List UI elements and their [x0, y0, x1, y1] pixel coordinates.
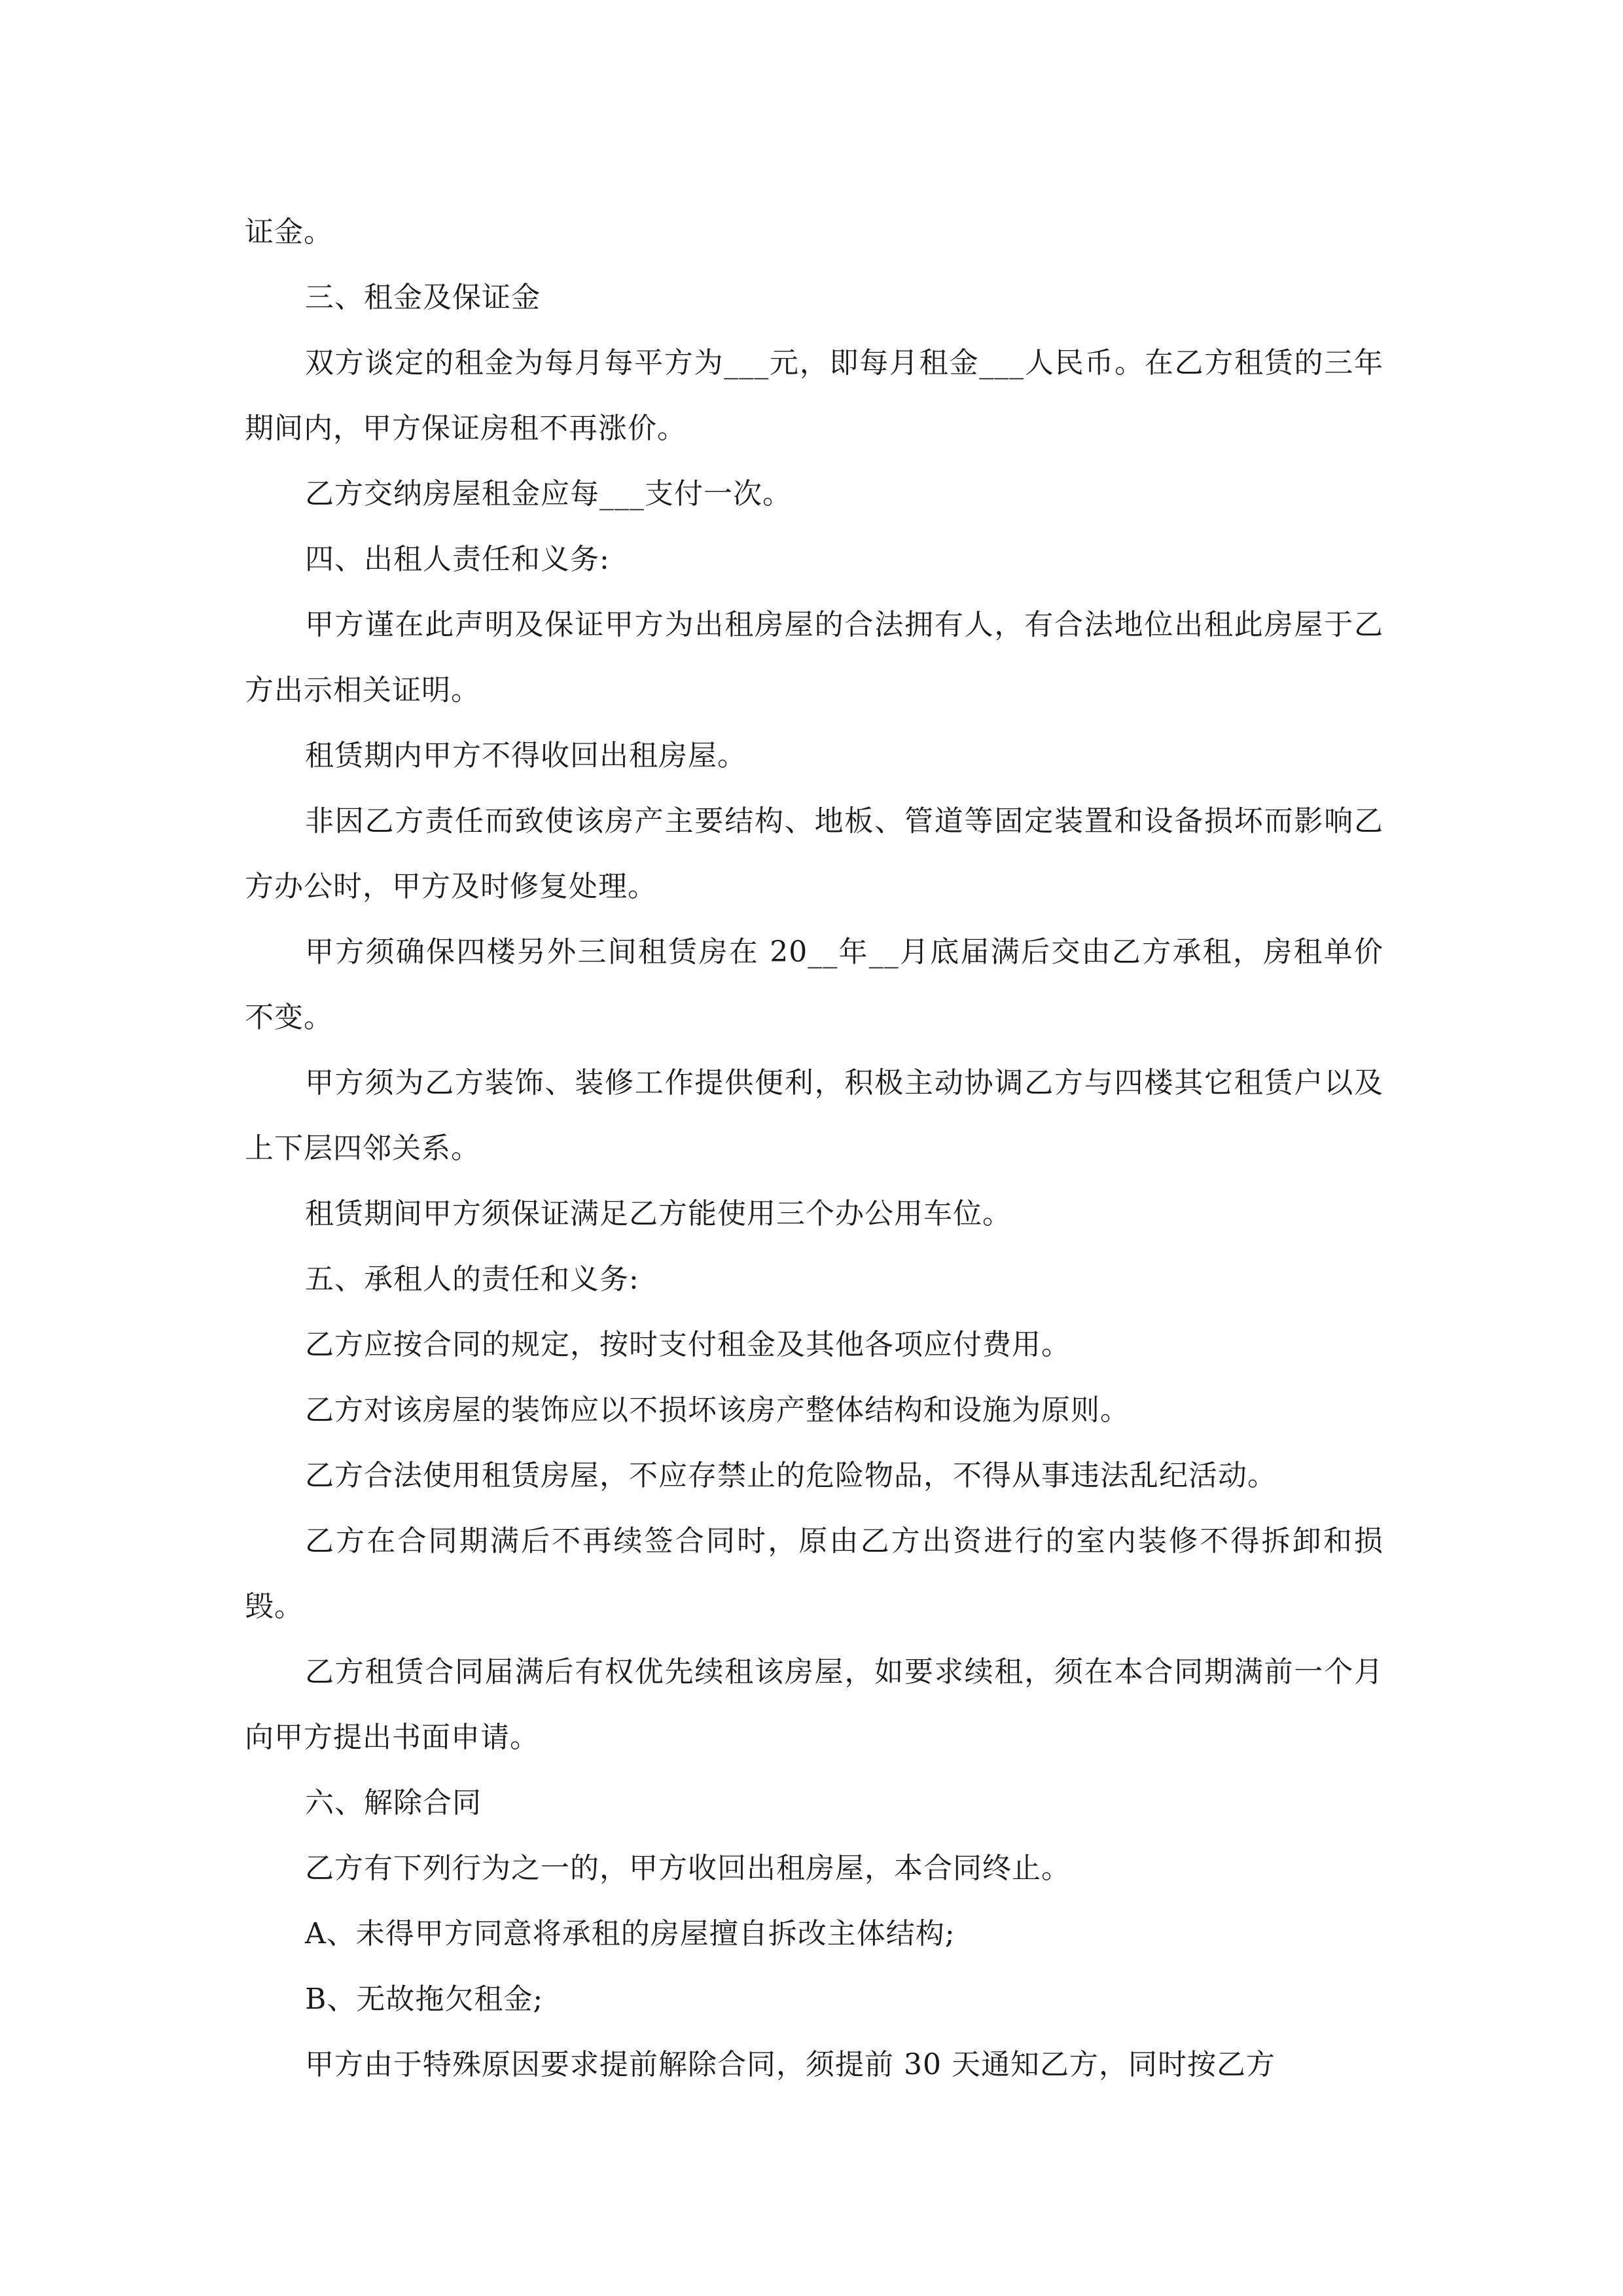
paragraph: 乙方应按合同的规定，按时支付租金及其他各项应付费用。	[305, 1328, 1071, 1361]
paragraph: 租赁期间甲方须保证满足乙方能使用三个办公用车位。	[305, 1197, 1012, 1230]
paragraph: A、未得甲方同意将承租的房屋擅自拆改主体结构;	[305, 1917, 955, 1950]
paragraph: 双方谈定的租金为每月每平方为___元，即每月租金___人民币。在乙方租赁的三年期间内，甲方保证房租不再涨价。	[245, 346, 1383, 445]
paragraph: 乙方交纳房屋租金应每___支付一次。	[305, 477, 792, 511]
paragraph: B、无故拖欠租金;	[305, 1982, 544, 2016]
paragraph: 乙方在合同期满后不再续签合同时，原由乙方出资进行的室内装修不得拆卸和损毁。	[245, 1524, 1383, 1623]
paragraph: 四、出租人责任和义务:	[305, 543, 610, 576]
paragraph: 五、承租人的责任和义务:	[305, 1263, 639, 1296]
paragraph: 甲方谨在此声明及保证甲方为出租房屋的合法拥有人，有合法地位出租此房屋于乙方出示相关证明。	[245, 608, 1383, 707]
paragraph: 乙方对该房屋的装饰应以不损坏该房产整体结构和设施为原则。	[305, 1393, 1130, 1427]
paragraph: 非因乙方责任而致使该房产主要结构、地板、管道等固定装置和设备损坏而影响乙方办公时，甲方及时修复处理。	[245, 804, 1383, 903]
paragraph: 六、解除合同	[305, 1786, 482, 1820]
paragraph: 乙方租赁合同届满后有权优先续租该房屋，如要求续租，须在本合同期满前一个月向甲方提出书面申请。	[245, 1655, 1383, 1754]
paragraph: 甲方须确保四楼另外三间租赁房在 20__年__月底届满后交由乙方承租，房租单价不变。	[245, 935, 1383, 1034]
paragraph: 证金。	[245, 215, 333, 249]
paragraph: 甲方须为乙方装饰、装修工作提供便利，积极主动协调乙方与四楼其它租赁户以及上下层四邻关系。	[245, 1066, 1383, 1165]
paragraph: 乙方合法使用租赁房屋，不应存禁止的危险物品，不得从事违法乱纪活动。	[305, 1459, 1277, 1492]
paragraph: 甲方由于特殊原因要求提前解除合同，须提前 30 天通知乙方，同时按乙方	[305, 2048, 1275, 2081]
paragraph: 乙方有下列行为之一的，甲方收回出租房屋，本合同终止。	[305, 1852, 1071, 1885]
paragraph: 三、租金及保证金	[305, 281, 541, 314]
contract-body	[245, 200, 1383, 2098]
paragraph: 租赁期内甲方不得收回出租房屋。	[305, 739, 747, 772]
